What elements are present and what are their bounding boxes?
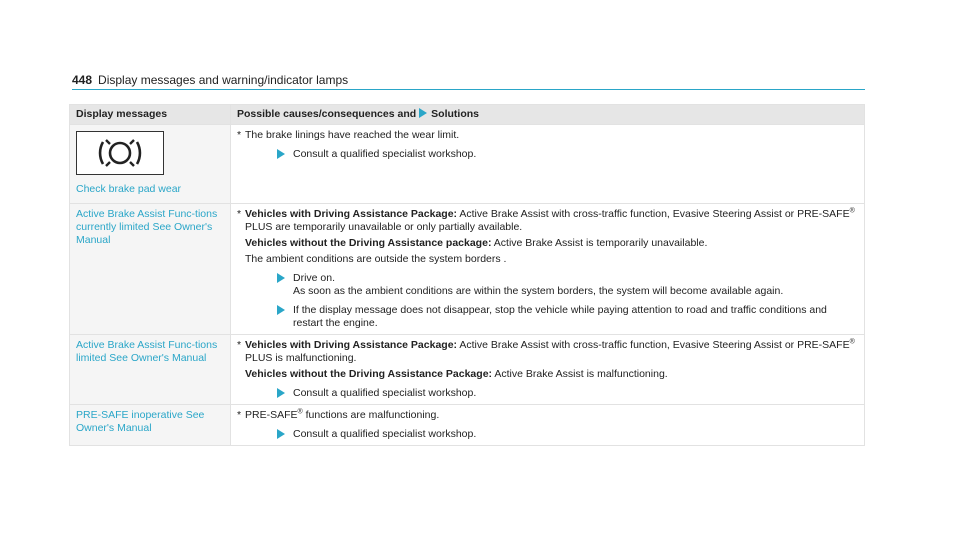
registered-mark: ®: [849, 207, 855, 215]
page-number: 448: [72, 73, 93, 87]
step-text: Consult a qualified specialist workshop.: [293, 428, 477, 440]
step-arrow-icon: [277, 273, 285, 283]
display-messages-table: [69, 104, 865, 446]
without-package-desc: Active Brake Assist is malfunctioning.: [494, 368, 668, 380]
table-row: [70, 204, 865, 335]
message-cell: [70, 125, 231, 204]
solution-step: [245, 387, 856, 400]
message-cell: [70, 204, 231, 335]
solution-step: [245, 304, 856, 330]
table-row: [70, 405, 865, 446]
star-marker: *: [237, 339, 242, 351]
step-text: [293, 272, 856, 298]
header-rule: [72, 89, 865, 90]
ambient-text: The ambient conditions are outside the system borders .: [245, 253, 507, 265]
without-package-desc: Active Brake Assist is temporarily unavailable.: [493, 237, 708, 249]
star-marker: *: [237, 409, 242, 421]
step-text: Consult a qualified specialist workshop.: [293, 387, 477, 399]
cause-text: [245, 409, 856, 422]
with-package-desc-a: Active Brake Assist with cross-traffic function, Evasive Steering Assist or PRE-SAFE: [459, 208, 850, 220]
registered-mark: ®: [849, 338, 855, 346]
step-arrow-icon: [277, 149, 285, 159]
step-arrow-icon: [277, 429, 285, 439]
solution-arrow-icon: [419, 108, 427, 118]
registered-mark: ®: [297, 408, 303, 416]
brake-pad-wear-icon: [76, 131, 164, 175]
with-package-label: Vehicles with Driving Assistance Package:: [245, 339, 458, 351]
cause-cell: [231, 335, 865, 405]
cause-cell: [231, 125, 865, 204]
message-text: Active Brake Assist Func-tions currently limited See Owner's Manual: [76, 208, 218, 246]
with-package-desc-b: PLUS is malfunctioning.: [245, 352, 357, 364]
solution-step: [245, 428, 856, 441]
step-text: If the display message does not disappear, stop the vehicle while paying attention to road and traffic conditions and restart the engine.: [293, 304, 827, 329]
col-header-display-messages: Display messages: [70, 105, 231, 125]
solution-step: [245, 148, 856, 161]
message-cell: [70, 405, 231, 446]
page-title: Display messages and warning/indicator lamps: [98, 73, 349, 87]
message-text: Check brake pad wear: [76, 183, 182, 195]
message-text: PRE-SAFE inoperative See Owner's Manual: [76, 409, 205, 434]
cause-text: The brake linings have reached the wear limit.: [245, 129, 460, 141]
solution-step: [245, 272, 856, 298]
message-text: Active Brake Assist Func-tions limited See Owner's Manual: [76, 339, 218, 364]
step-text-b: As soon as the ambient conditions are within the system borders, the system will become available again.: [293, 285, 784, 297]
with-package-text: [245, 208, 856, 234]
page-header: [72, 73, 348, 87]
table-header-row: [70, 105, 865, 125]
message-cell: [70, 335, 231, 405]
star-marker: *: [237, 208, 242, 220]
without-package-text: [245, 368, 856, 381]
with-package-text: [245, 339, 856, 365]
cause-text-a: PRE-SAFE: [245, 409, 298, 421]
step-arrow-icon: [277, 305, 285, 315]
without-package-label: Vehicles without the Driving Assistance package:: [245, 237, 492, 249]
cause-text-b: functions are malfunctioning.: [305, 409, 440, 421]
col-header-causes-label: Possible causes/consequences and: [237, 108, 417, 120]
with-package-desc-a: Active Brake Assist with cross-traffic function, Evasive Steering Assist or PRE-SAFE: [459, 339, 850, 351]
without-package-text: [245, 237, 856, 250]
step-text-a: Drive on.: [293, 272, 336, 284]
col-header-solutions-label: Solutions: [431, 108, 480, 120]
step-arrow-icon: [277, 388, 285, 398]
table-row: [70, 335, 865, 405]
with-package-desc-b: PLUS are temporarily unavailable or only partially available.: [245, 221, 523, 233]
without-package-label: Vehicles without the Driving Assistance Package:: [245, 368, 493, 380]
table-row: [70, 125, 865, 204]
cause-cell: [231, 405, 865, 446]
cause-cell: [231, 204, 865, 335]
col-header-causes-solutions: [231, 105, 865, 125]
step-text: Consult a qualified specialist workshop.: [293, 148, 477, 160]
with-package-label: Vehicles with Driving Assistance Package:: [245, 208, 458, 220]
star-marker: *: [237, 129, 242, 141]
